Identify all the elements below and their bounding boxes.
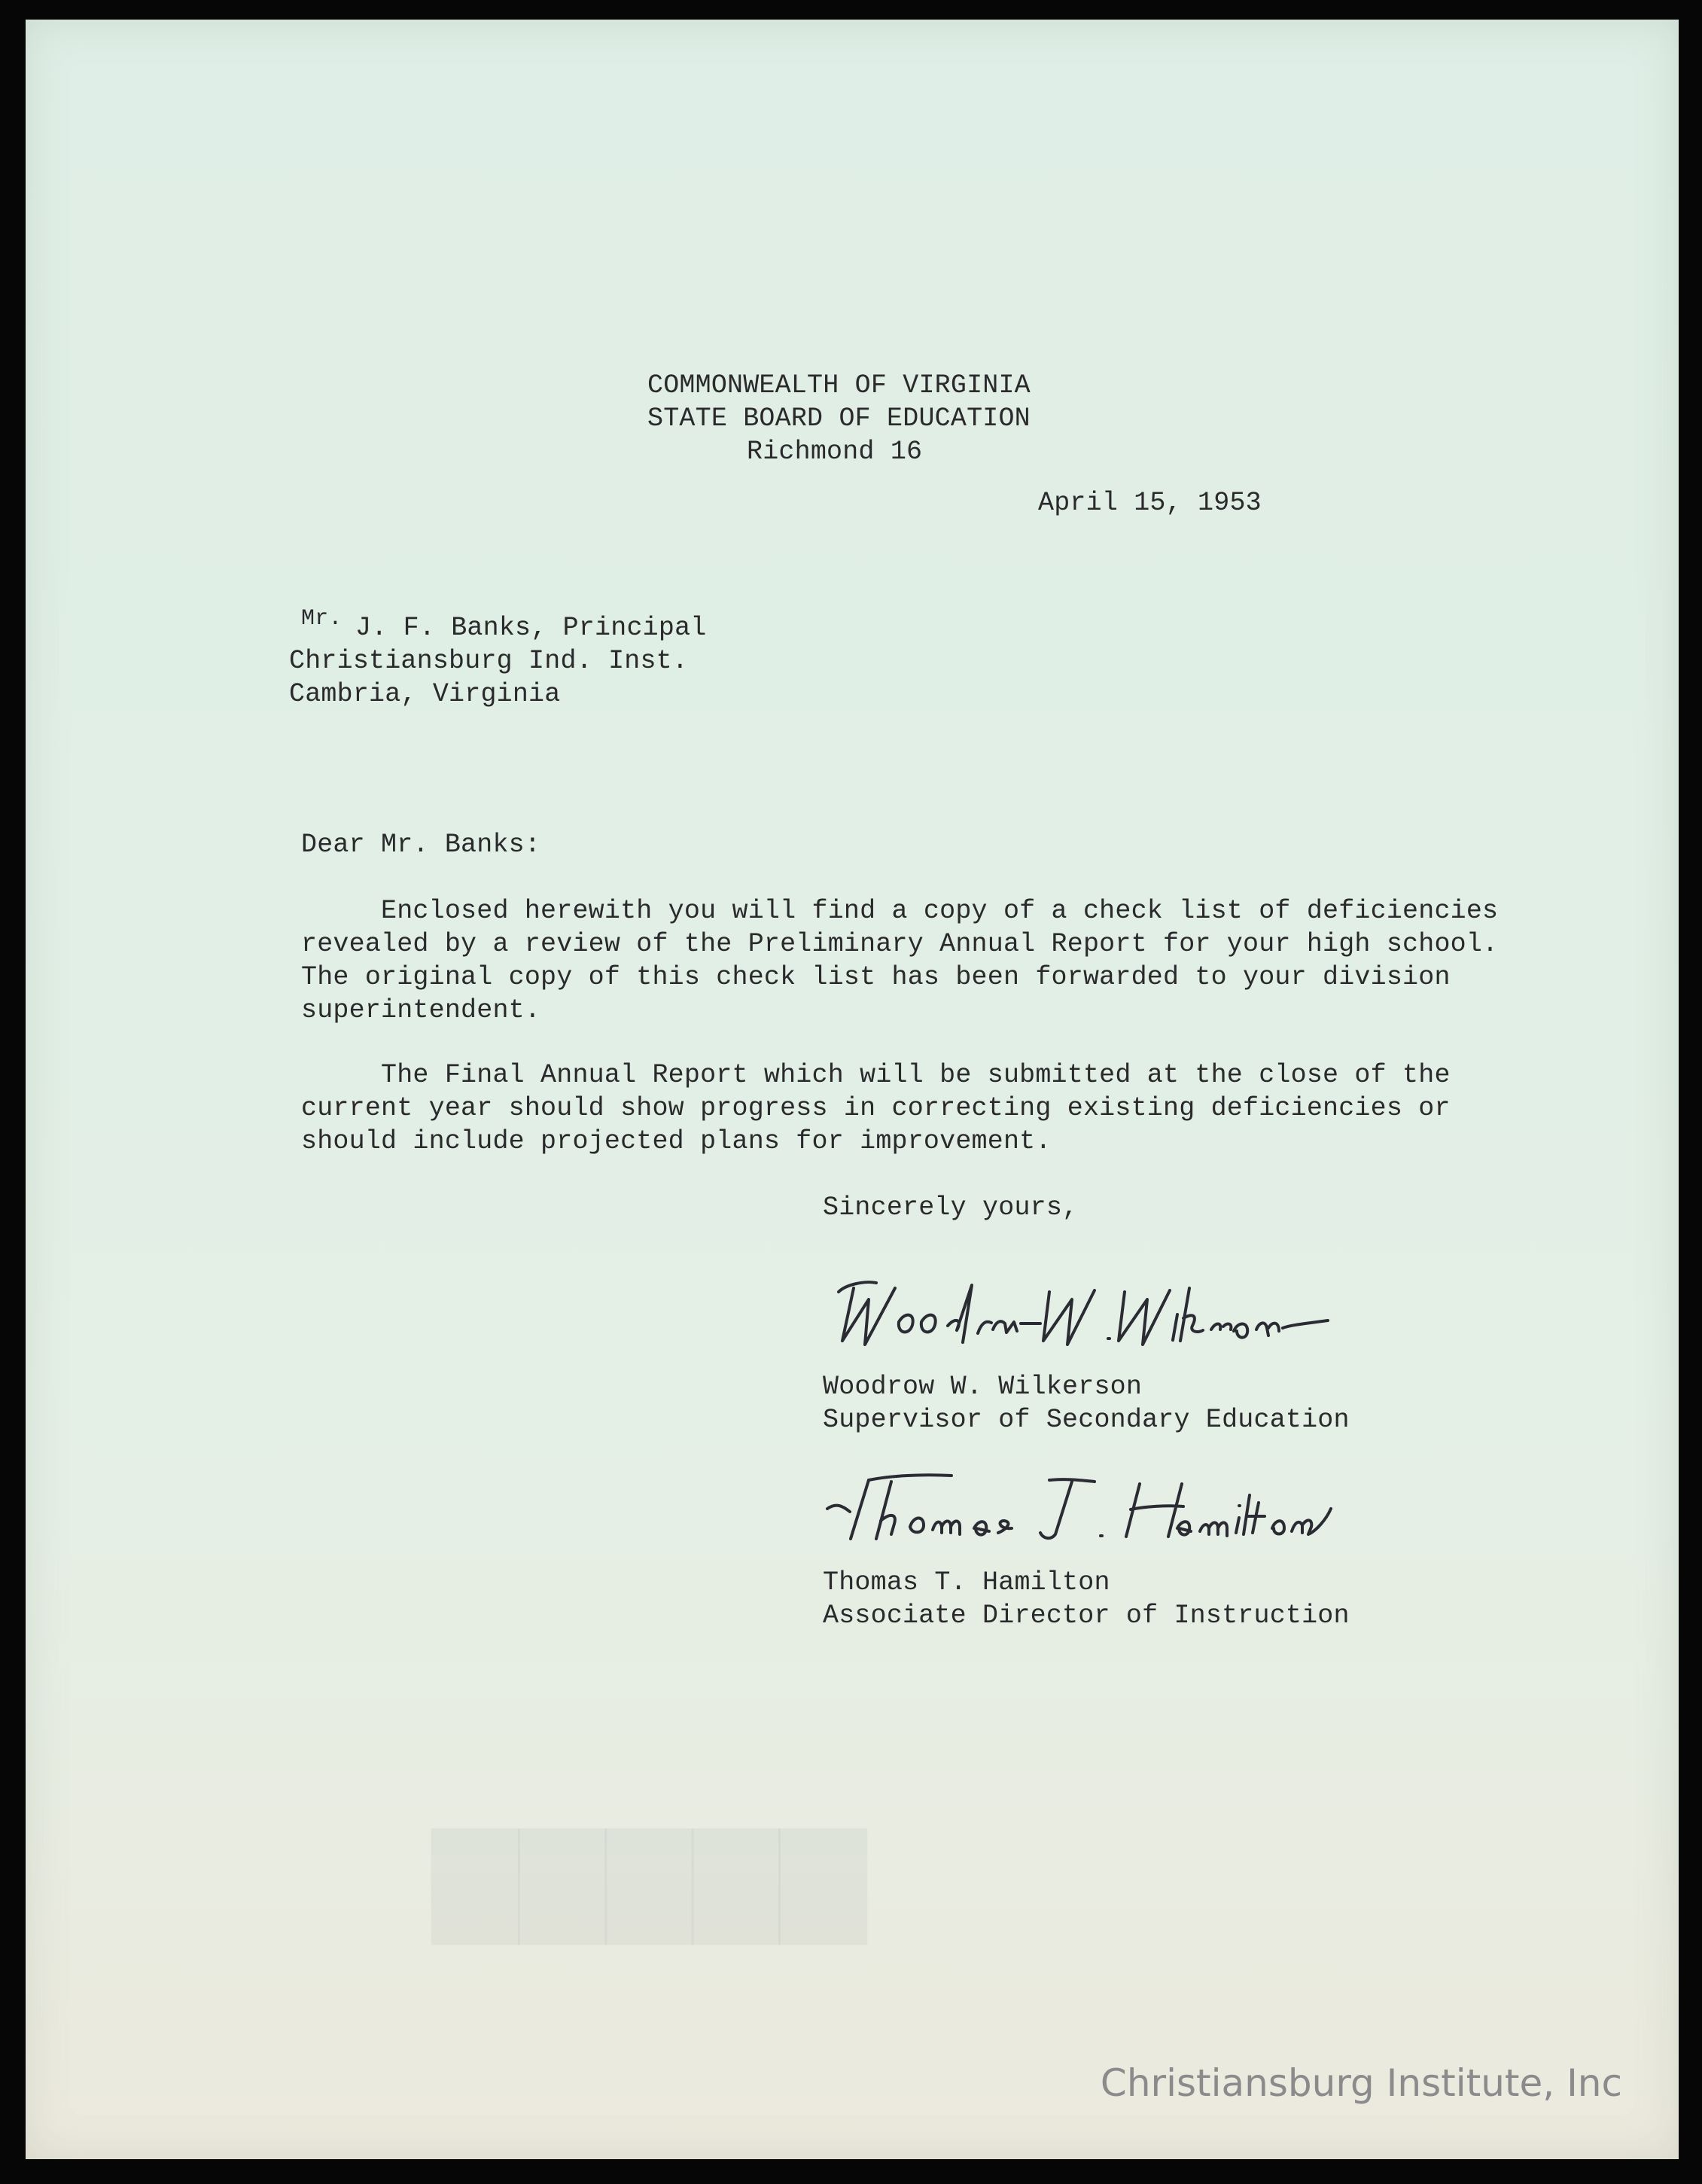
signature-woodrow-wilkerson (824, 1269, 1350, 1360)
body-paragraph-2-line-3: should include projected plans for improvement. (301, 1126, 1052, 1156)
recipient-city: Cambria, Virginia (289, 679, 561, 709)
signature-thomas-hamilton (824, 1465, 1366, 1548)
signatory-1-name: Woodrow W. Wilkerson (823, 1372, 1143, 1402)
recipient-name: J. F. Banks, Principal (355, 613, 707, 643)
salutation: Dear Mr. Banks: (301, 830, 541, 860)
recipient-honorific: Mr. (301, 606, 343, 632)
archive-watermark: Christiansburg Institute, Inc (1100, 2061, 1622, 2105)
body-paragraph-2-line-2: current year should show progress in correcting existing deficiencies or (301, 1093, 1451, 1123)
closing: Sincerely yours, (823, 1193, 1079, 1223)
letterhead-line-2: STATE BOARD OF EDUCATION (647, 404, 1031, 434)
bleed-through-mark: ▇▇▇▇▇ (432, 1811, 866, 1944)
signatory-1-title: Supervisor of Secondary Education (823, 1405, 1350, 1435)
body-paragraph-2-line-1: The Final Annual Report which will be submitted at the close of the (301, 1060, 1451, 1090)
body-paragraph-1-line-2: revealed by a review of the Preliminary Annual Report for your high school. (301, 929, 1499, 959)
letter-date: April 15, 1953 (1038, 488, 1262, 518)
recipient-institution: Christiansburg Ind. Inst. (289, 646, 689, 676)
letterhead-line-3: Richmond 16 (747, 437, 923, 467)
signatory-2-name: Thomas T. Hamilton (823, 1567, 1110, 1598)
body-paragraph-1-line-4: superintendent. (301, 995, 541, 1025)
signatory-2-title: Associate Director of Instruction (823, 1601, 1350, 1631)
letter-paper (26, 20, 1679, 2159)
letterhead-line-1: COMMONWEALTH OF VIRGINIA (647, 370, 1031, 401)
body-paragraph-1-line-3: The original copy of this check list has been forwarded to your division (301, 962, 1451, 992)
body-paragraph-1-line-1: Enclosed herewith you will find a copy of a check list of deficiencies (301, 896, 1499, 926)
